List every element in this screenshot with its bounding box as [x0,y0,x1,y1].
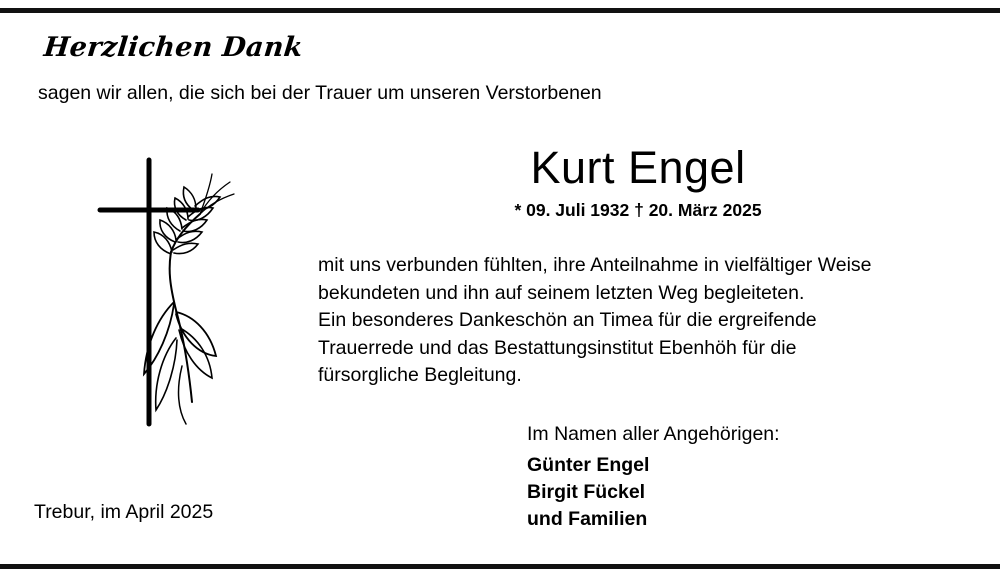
bottom-divider [0,564,1000,569]
signer-name: und Familien [527,508,648,530]
top-divider [0,8,1000,13]
body-line: mit uns verbunden fühlten, ihre Anteilnahme in vielfältiger Weise [318,254,872,276]
signer-name: Günter Engel [527,454,650,476]
body-line: bekundeten und ihn auf seinem letzten Weg begleiteten. [318,281,805,304]
body-line: Trauerrede und das Bestattungsinstitut Ebenhöh für die [318,336,797,359]
thanks-subline: sagen wir allen, die sich bei der Trauer um unseren Verstorbenen [38,82,602,104]
body-line: Ein besonderes Dankeschön an Timea für die ergreifende [318,309,817,331]
body-line: fürsorgliche Begleitung. [318,364,522,386]
body-text [318,252,966,390]
deceased-name: Kurt Engel [530,142,746,193]
place-and-date: Trebur, im April 2025 [34,501,214,523]
thanks-heading: Herzlichen Dank [42,32,305,63]
cross-with-wheat-icon [76,152,276,432]
life-dates: * 09. Juli 1932 † 20. März 2025 [514,200,762,220]
closing-label: Im Namen aller Angehörigen: [527,423,780,445]
signers-list [527,452,649,533]
signer-name: Birgit Fückel [527,481,646,503]
